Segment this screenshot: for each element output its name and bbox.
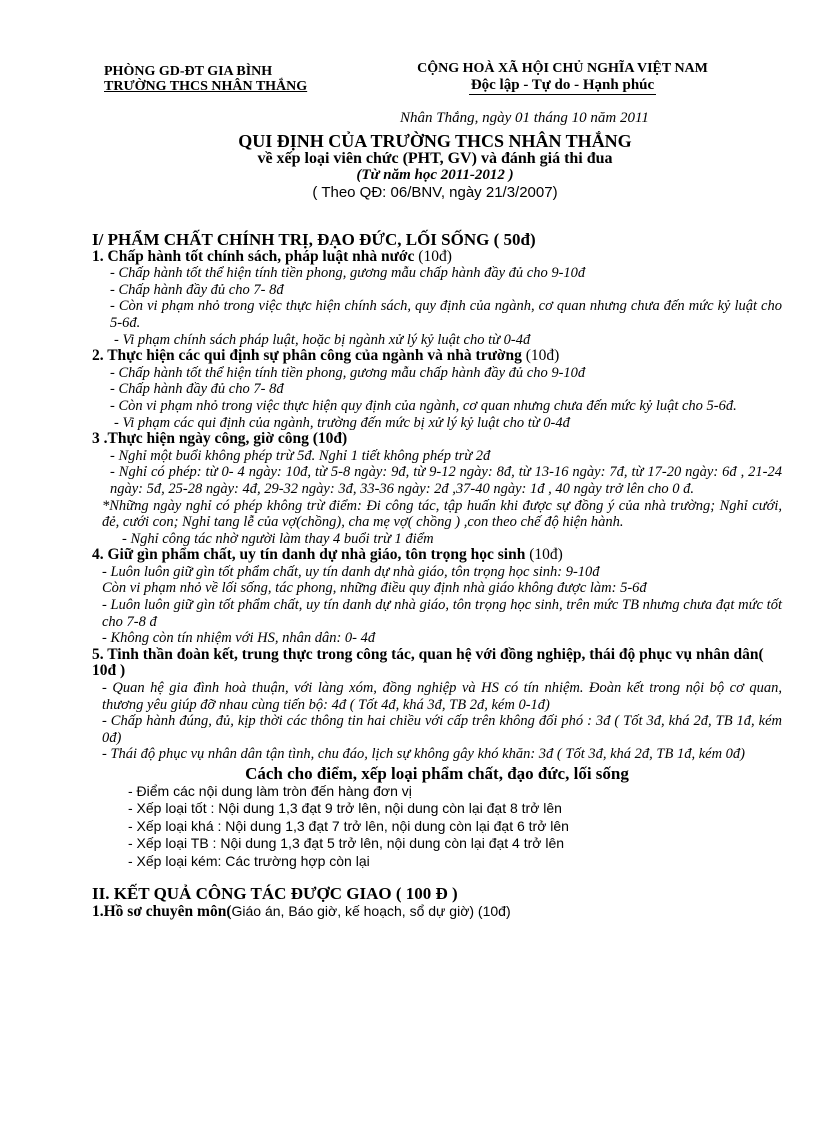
list-item: - Vi phạm chính sách pháp luật, hoặc bị ngành xử lý kỷ luật cho từ 0-4đ <box>114 331 531 348</box>
subsection-3-heading: 3 .Thực hiện ngày công, giờ công (10đ) <box>92 430 348 448</box>
section-2-heading: II. KẾT QUẢ CÔNG TÁC ĐƯỢC GIAO ( 100 Đ ) <box>92 884 458 904</box>
list-item: - Vi phạm các qui định của ngành, trường đến mức bị xử lý kỷ luật cho từ 0-4đ <box>114 414 570 431</box>
document-date: Nhân Thắng, ngày 01 tháng 10 năm 2011 <box>400 110 649 126</box>
list-item: - Còn vi phạm nhỏ trong việc thực hiện quy định của ngành, cơ quan nhưng chưa đến mức kỷ luật cho 5-6đ. <box>110 397 737 414</box>
subsection-2-1-heading: 1.Hồ sơ chuyên môn(Giáo án, Báo giờ, kế hoạch, sổ dự giờ) (10đ) <box>92 902 511 920</box>
list-item: - Nghỉ có phép: từ 0- 4 ngày: 10đ, từ 5-8 ngày: 9đ, từ 9-12 ngày: 8đ, từ 13-16 ngày: 7đ, từ 17-20 ngày: 6đ , 21-24 ngày: 5đ, 25-28 ngày: 4đ, 29-32 ngày: 3đ, 33-36 ngày: 2đ ,37-40 ngày: 1đ , 40 ngày trở lên cho 0 đ. <box>110 464 782 497</box>
list-item: - Thái độ phục vụ nhân dân tận tình, chu đáo, lịch sự không gây khó khăn: 3đ ( Tốt 3đ, khá 2đ, TB 1đ, kém 0đ) <box>102 746 746 763</box>
list-item: - Xếp loại tốt : Nội dung 1,3 đạt 9 trở lên, nội dung còn lại đạt 8 trở lên <box>128 800 562 817</box>
list-item: - Xếp loại TB : Nội dung 1,3 đạt 5 trở lên, nội dung còn lại đạt 4 trở lên <box>128 835 565 852</box>
document-body <box>92 230 782 920</box>
list-item: - Không còn tín nhiệm với HS, nhân dân: 0- 4đ <box>102 630 376 647</box>
list-item: - Xếp loại khá : Nội dung 1,3 đạt 7 trở lên, nội dung còn lại đạt 6 trở lên <box>128 817 569 834</box>
list-item: - Điểm các nội dung làm tròn đến hàng đơn vị <box>128 782 412 799</box>
school-name: TRƯỜNG THCS NHÂN THẮNG <box>104 79 308 94</box>
subsection-5-heading: 5. Tinh thần đoàn kết, trung thực trong công tác, quan hệ với đồng nghiệp, thái độ phục vụ nhân dân( 10đ ) <box>92 645 764 680</box>
title-line-1: QUI ĐỊNH CỦA TRƯỜNG THCS NHÂN THẮNG <box>238 131 632 151</box>
list-item: - Xếp loại kém: Các trường hợp còn lại <box>128 852 370 869</box>
list-item: - Quan hệ gia đình hoà thuận, với làng xóm, đồng nghiệp và HS có tín nhiệm. Đoàn kết trong nội bộ cơ quan, thương yêu giúp đỡ nhau cùng tiến bộ: 4đ ( Tốt 4đ, khá 3đ, TB 2đ, kém 0-1đ) <box>102 680 782 713</box>
list-item: - Luôn luôn giữ gìn tốt phẩm chất, uy tín danh dự nhà giáo, tôn trọng học sinh, trên mức TB nhưng chưa đạt mức tốt cho 7-8 đ <box>102 597 782 630</box>
department-name: PHÒNG GD-ĐT GIA BÌNH <box>104 64 273 79</box>
title-school-year: (Từ năm học 2011-2012 ) <box>356 167 514 183</box>
title-decision-ref: ( Theo QĐ: 06/BNV, ngày 21/3/2007) <box>312 184 558 201</box>
section-1-heading: I/ PHẨM CHẤT CHÍNH TRỊ, ĐẠO ĐỨC, LỐI SỐNG ( 50đ) <box>92 230 536 249</box>
national-motto: Độc lập - Tự do - Hạnh phúc <box>470 77 655 93</box>
list-item: - Chấp hành đúng, đủ, kịp thời các thông tin hai chiều với cấp trên không đối phó : 3đ ( Tốt 3đ, khá 2đ, TB 1đ, kém 0đ) <box>102 713 782 746</box>
list-item: - Chấp hành tốt thể hiện tính tiền phong, gương mẫu chấp hành đầy đủ cho 9-10đ <box>110 265 586 282</box>
document-title <box>190 133 680 201</box>
list-item: - Chấp hành đầy đủ cho 7- 8đ <box>110 381 284 398</box>
list-item: Còn vi phạm nhỏ về lối sống, tác phong, những điều quy định nhà giáo không được làm: 5-6đ <box>102 580 647 597</box>
list-item: - Luôn luôn giữ gìn tốt phẩm chất, uy tín danh dự nhà giáo, tôn trọng học sinh: 9-10đ <box>102 563 600 580</box>
agency-header <box>104 64 307 94</box>
list-item: - Chấp hành đầy đủ cho 7- 8đ <box>110 281 284 298</box>
subsection-2-heading: 2. Thực hiện các qui định sự phân công của ngành và nhà trường (10đ) <box>92 347 560 365</box>
subsection-4-heading: 4. Giữ gìn phẩm chất, uy tín danh dự nhà giáo, tôn trọng học sinh (10đ) <box>92 546 563 564</box>
national-header <box>390 60 735 95</box>
leave-note: *Những ngày nghỉ có phép không trừ điểm: Đi công tác, tập huấn khi được sự đồng ý của nhà trường; Nghỉ cưới, đẻ, cưới con; Nghỉ tang lễ của vợ(chồng), cha mẹ vợ( chồng ) ,con theo chế độ hiện hành. <box>102 497 782 531</box>
list-item: - Còn vi phạm nhỏ trong việc thực hiện chính sách, quy định của ngành, cơ quan nhưng chưa đến mức kỷ luật cho 5-6đ. <box>110 298 782 331</box>
title-line-2: về xếp loại viên chức (PHT, GV) và đánh giá thi đua <box>257 150 613 167</box>
list-item: - Nghỉ một buổi không phép trừ 5đ. Nghỉ 1 tiết không phép trừ 2đ <box>110 447 491 464</box>
list-item: - Nghỉ công tác nhờ người làm thay 4 buổi trừ 1 điểm <box>122 530 434 547</box>
grading-list <box>92 783 782 871</box>
list-item: - Chấp hành tốt thể hiện tính tiền phong, gương mẫu chấp hành đầy đủ cho 9-10đ <box>110 364 586 381</box>
subsection-1-heading: 1. Chấp hành tốt chính sách, pháp luật nhà nước (10đ) <box>92 247 452 265</box>
country-name: CỘNG HOÀ XÃ HỘI CHỦ NGHĨA VIỆT NAM <box>417 61 708 76</box>
grading-heading: Cách cho điểm, xếp loại phẩm chất, đạo đức, lối sống <box>245 764 629 783</box>
